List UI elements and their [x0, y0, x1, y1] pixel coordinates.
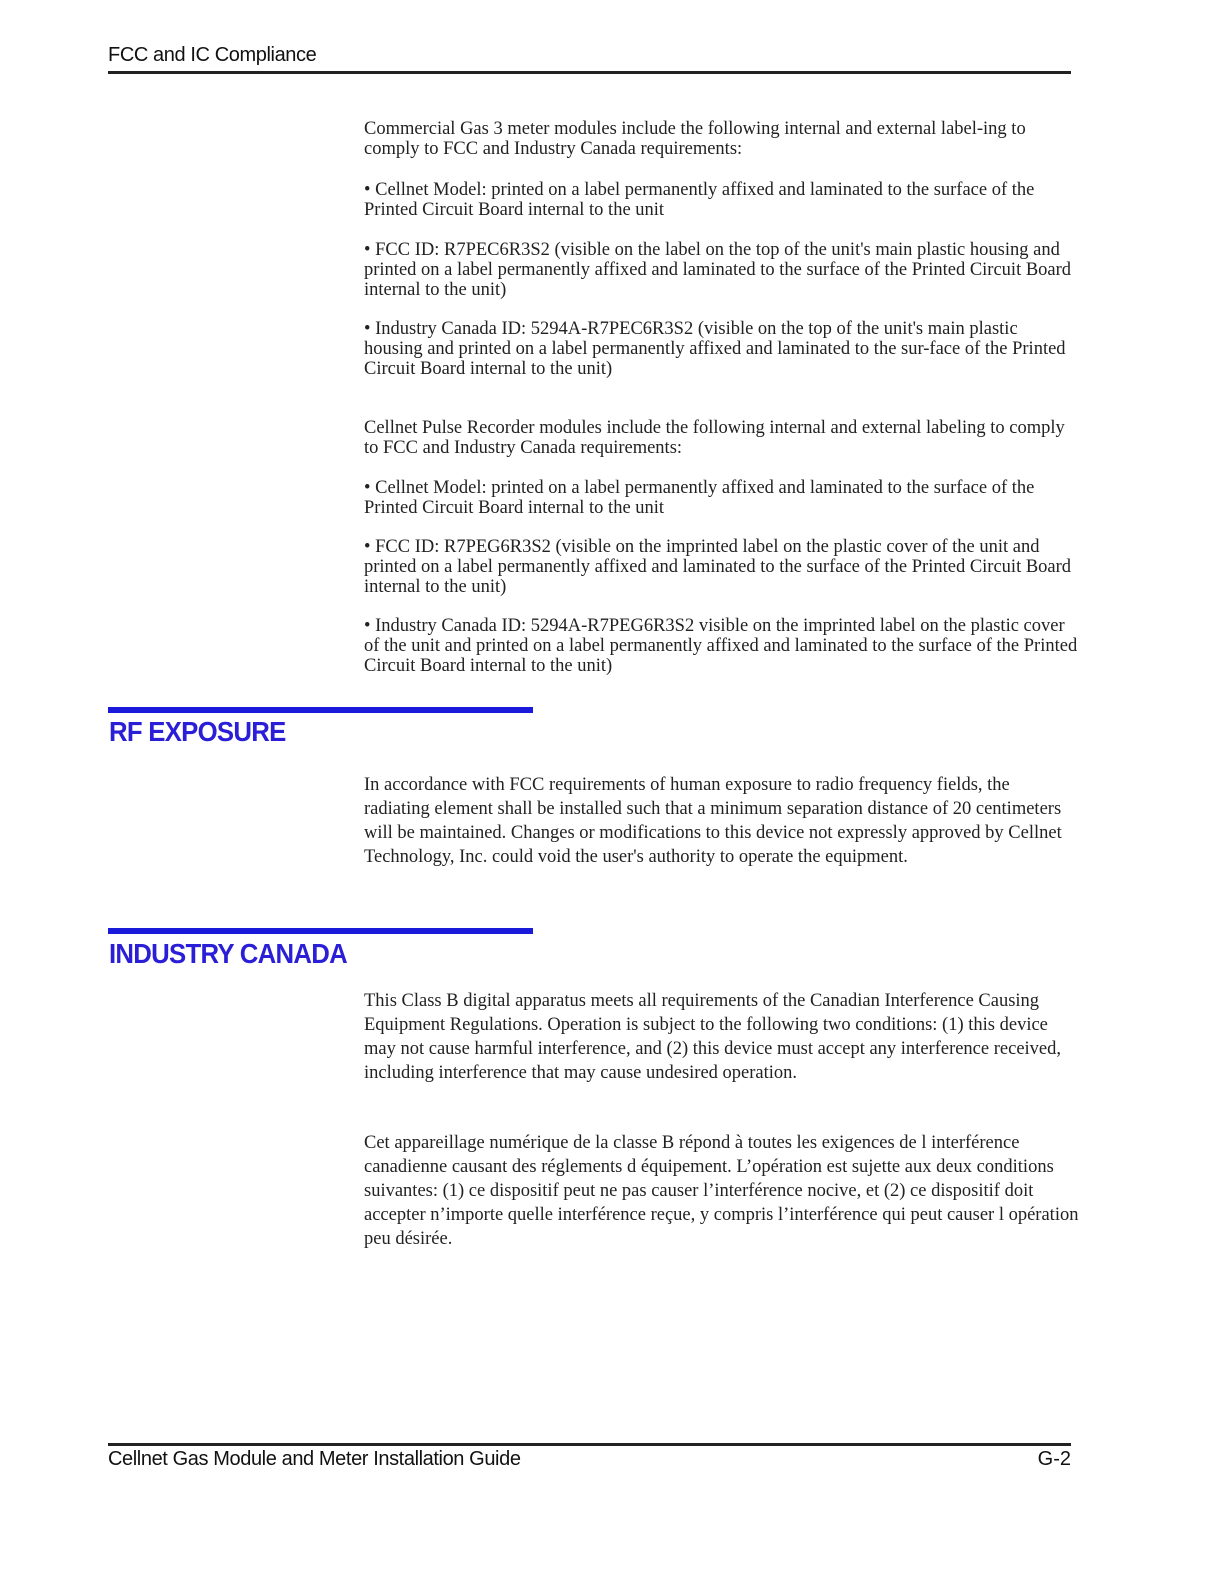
- running-header: FCC and IC Compliance: [108, 44, 317, 66]
- rf-exposure-body: [364, 773, 1080, 869]
- gas3-item-model: [364, 180, 1080, 220]
- pulse-item-ic-id-text: • Industry Canada ID: 5294A-R7PEG6R3S2 visible on the imprinted label on the plastic cover of the unit and printed on a label permanently affixed and laminated to the surface of the Printed Circuit Board internal to the unit): [364, 616, 1078, 676]
- pulse-intro: [364, 418, 1080, 458]
- pulse-intro-text: Cellnet Pulse Recorder modules include the following internal and external labeling to comply to FCC and Industry Canada requirements:: [364, 418, 1065, 458]
- industry-canada-english: [364, 989, 1080, 1085]
- footer-rule: [108, 1443, 1071, 1446]
- footer-title: Cellnet Gas Module and Meter Installation Guide: [108, 1448, 521, 1470]
- gas3-intro-text: Commercial Gas 3 meter modules include the following internal and external label-ing to comply to FCC and Industry Canada requirements:: [364, 119, 1026, 159]
- gas3-item-ic-id-text: • Industry Canada ID: 5294A-R7PEC6R3S2 (visible on the top of the unit's main plastic housing and printed on a label permanently affixed and laminated to the sur-face of the Printed Circuit Board internal to the unit): [364, 319, 1066, 379]
- rf-exposure-heading: RF EXPOSURE: [109, 716, 286, 747]
- industry-canada-french-text: Cet appareillage numérique de la classe B répond à toutes les exigences de l interférence canadienne causant des réglements d équipement. L’opération est sujette aux deux conditions suivantes: (1) ce dispositif peut ne pas causer l’interférence nocive, et (2) ce dispositif doit accepter n’importe quelle interférence reçue, y compris l’interférence qui peut causer l opération peu désirée.: [364, 1133, 1079, 1249]
- pulse-item-fcc-id: [364, 537, 1080, 597]
- header-rule: [108, 71, 1071, 74]
- gas3-item-model-text: • Cellnet Model: printed on a label permanently affixed and laminated to the surface of the Printed Circuit Board internal to the unit: [364, 180, 1035, 220]
- pulse-item-ic-id: [364, 616, 1080, 676]
- industry-canada-heading: INDUSTRY CANADA: [109, 938, 347, 969]
- industry-canada-english-text: This Class B digital apparatus meets all requirements of the Canadian Interference Causing Equipment Regulations. Operation is subject to the following two conditions: (1) this device may not cause harmful interference, and (2) this device must accept any interference received, including interference that may cause undesired operation.: [364, 991, 1062, 1083]
- page-number: G-2: [1037, 1448, 1071, 1470]
- industry-canada-french: [364, 1131, 1080, 1251]
- pulse-item-model-text: • Cellnet Model: printed on a label permanently affixed and laminated to the surface of the Printed Circuit Board internal to the unit: [364, 478, 1035, 518]
- rf-exposure-bar: [108, 707, 533, 713]
- pulse-item-model: [364, 478, 1080, 518]
- gas3-intro: [364, 119, 1080, 159]
- rf-exposure-text: In accordance with FCC requirements of human exposure to radio frequency fields, the radiating element shall be installed such that a minimum separation distance of 20 centimeters will be maintained. Changes or modifications to this device not expressly approved by Cellnet Technology, Inc. could void the user's authority to operate the equipment.: [364, 775, 1062, 867]
- pulse-item-fcc-id-text: • FCC ID: R7PEG6R3S2 (visible on the imprinted label on the plastic cover of the unit and printed on a label permanently affixed and laminated to the surface of the Printed Circuit Board internal to the unit): [364, 537, 1072, 597]
- industry-canada-bar: [108, 928, 533, 934]
- gas3-item-fcc-id-text: • FCC ID: R7PEC6R3S2 (visible on the label on the top of the unit's main plastic housing and printed on a label permanently affixed and laminated to the surface of the Printed Circuit Board internal to the unit): [364, 240, 1072, 300]
- gas3-item-ic-id: [364, 319, 1080, 379]
- gas3-item-fcc-id: [364, 240, 1080, 300]
